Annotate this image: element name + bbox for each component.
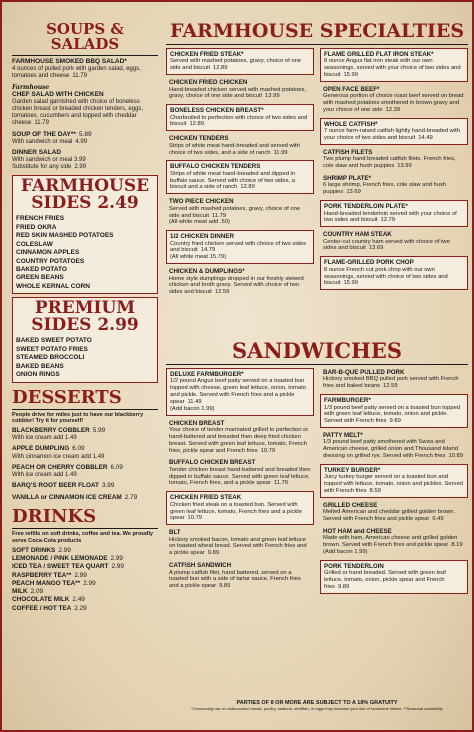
- dessert-price: 3.99: [101, 482, 115, 490]
- specialty-name: BUFFALO CHICKEN TENDERS: [170, 163, 261, 171]
- sandwich-item: [320, 431, 468, 461]
- side-item: COUNTRY POTATOES: [16, 257, 85, 265]
- dessert-item: [12, 427, 158, 443]
- specialty-desc: 7 ounce farm-raised catfish lightly hand-breaded with your choice of two sides and biscuit: [324, 128, 460, 142]
- specialty-price: 12.39: [385, 107, 401, 114]
- left-column: [12, 22, 158, 712]
- sandwich-desc: Hickory smoked BBQ pulled pork served with French fries and baked beans: [323, 376, 459, 390]
- sandwich-name: CHICKEN BREAST: [169, 419, 225, 427]
- specialties-grid: [166, 48, 468, 300]
- sandwich-desc-row: [323, 535, 465, 549]
- item-desc-row: [12, 139, 158, 146]
- sandwich-price: 10.89: [448, 453, 463, 460]
- soup-salad-item: [12, 58, 158, 81]
- drink-name: PEACH MANGO TEA**: [12, 579, 81, 587]
- premium-sides-title: PREMIUM SIDES 2.99: [31, 298, 139, 336]
- specialty-name: CATFISH FILETS: [323, 148, 373, 156]
- drink-item: [12, 605, 158, 613]
- item-name-row: [12, 91, 158, 99]
- drink-item: [12, 572, 158, 580]
- side-item: GREEN BEANS: [16, 274, 64, 282]
- specialties-left-col: [166, 48, 314, 300]
- specialty-price: 13.69: [368, 245, 384, 252]
- specialty-desc: Strips of white meat hand-breaded and served with choice of two sides, and a side of ranch: [169, 142, 300, 156]
- dessert-row: [12, 464, 158, 472]
- specialty-price: 15.99: [343, 280, 358, 287]
- drinks-note: Free refills on soft drinks, coffee and tea. We proudly serve Coca-Cola products: [12, 531, 154, 544]
- divider: [166, 364, 468, 365]
- drink-name: SOFT DRINKS: [12, 546, 56, 554]
- item-name-row: [12, 131, 158, 139]
- sandwich-item: [320, 560, 468, 594]
- side-item: WHOLE KERNAL CORN: [16, 282, 90, 290]
- dessert-addon: With cinnamon ice cream add 1.49: [12, 453, 105, 460]
- farmhouse-sides-box: [12, 175, 158, 294]
- sandwich-desc-row: [323, 376, 465, 390]
- specialty-price: 14.49: [418, 135, 433, 142]
- sandwich-price: 8.59: [369, 488, 381, 495]
- item-name-row: [12, 149, 158, 157]
- premium-sides-list: [16, 337, 154, 379]
- side-item: BAKED POTATO: [16, 266, 67, 273]
- divider: [166, 44, 468, 45]
- sandwich-desc: Your choice of tender marinated grilled to perfection or hand-battered and breaded then deep fried chicken breast. Served with green leaf lettuce, tomato, French fries, pickle spear and French fries: [169, 427, 309, 454]
- drink-price: 2.99: [111, 563, 124, 571]
- specialty-name: WHOLE CATFISH*: [324, 120, 378, 128]
- sandwich-item: [320, 527, 468, 557]
- sandwiches-title: SANDWICHES: [232, 338, 402, 363]
- specialty-item: [320, 256, 468, 290]
- desserts-note: People drive for miles just to have our blackberry cobbler! Try it for yourself!: [12, 411, 144, 425]
- drink-price: 2.99: [58, 546, 71, 554]
- sandwich-item: [166, 491, 314, 525]
- sandwiches-right-col: [320, 368, 468, 597]
- sandwich-name: HOT HAM and CHEESE: [323, 527, 392, 535]
- specialty-item: [166, 104, 314, 131]
- specialty-desc-row: [169, 276, 311, 296]
- sandwich-name: PATTY MELT*: [323, 432, 363, 440]
- divider: [12, 55, 158, 56]
- specialty-name: CHICKEN FRIED CHICKEN: [169, 79, 248, 87]
- specialty-name: COUNTRY HAM STEAK: [323, 231, 392, 239]
- right-column: [166, 22, 468, 712]
- specialty-name: CHICKEN TENDERS: [169, 135, 229, 143]
- premium-side-item: ONION RINGS: [16, 371, 60, 379]
- specialty-price: 15.99: [343, 72, 358, 79]
- specialty-item: [320, 200, 468, 227]
- dessert-item: [12, 494, 158, 502]
- specialty-price: 14.79: [200, 247, 216, 254]
- divider: [12, 528, 158, 529]
- sandwich-desc-row: [169, 427, 311, 454]
- sandwich-item: [166, 528, 314, 558]
- drink-name: COFFEE / HOT TEA: [12, 604, 72, 612]
- sandwich-price: 11.49: [187, 398, 202, 405]
- desserts-title: DESSERTS: [12, 386, 122, 408]
- drink-name: ICED TEA / SWEET TEA QUART: [12, 563, 109, 571]
- drink-item: [12, 588, 158, 596]
- item-name: CHEF SALAD WITH CHICKEN: [12, 90, 104, 98]
- specialty-desc-row: [323, 93, 465, 113]
- specialty-name: FLAME-GRILLED PORK CHOP: [324, 259, 414, 267]
- specialty-desc-row: [169, 206, 311, 220]
- specialty-item: [320, 118, 468, 145]
- sandwich-price: 9.89: [337, 583, 350, 590]
- specialty-desc-row: [324, 267, 464, 287]
- dessert-name: BARQ'S ROOT BEER FLOAT: [12, 482, 99, 490]
- divider: [12, 409, 158, 410]
- premium-side-item: STEAMED BROCCOLI: [16, 354, 85, 362]
- gratuity-note: PARTIES OF 8 OR MORE ARE SUBJECT TO A 18% GRATUITY: [236, 700, 398, 706]
- sandwich-name: BAR-B-QUE PULLED PORK: [323, 369, 405, 376]
- specialty-item: [320, 48, 468, 82]
- sandwich-desc: 1/3 pound beef patty smothered with Swiss and American cheese, grilled onion and Thousand Island dressing on grilled rye. Served with French fries: [323, 439, 458, 460]
- sandwich-item: [166, 561, 314, 591]
- sandwich-name: DELUXE FARMBURGER*: [170, 371, 244, 378]
- drink-price: 2.99: [83, 579, 96, 587]
- specialty-price: 12.89: [240, 184, 255, 191]
- sandwich-item: [320, 501, 468, 524]
- specialty-price: 13.69: [346, 189, 361, 196]
- specialty-item: [166, 160, 314, 194]
- sandwich-price: 9.89: [389, 418, 401, 425]
- specialty-item: [320, 230, 468, 253]
- dessert-name: VANILLA or CINNAMON ICE CREAM: [12, 493, 122, 501]
- specialty-item: [320, 148, 468, 171]
- specialty-desc: 6 large shrimp, French fries, cole slaw and hush puppies: [323, 182, 447, 196]
- farmhouse-sides-title: FARMHOUSE SIDES 2.49: [20, 176, 150, 214]
- dessert-row: [12, 494, 158, 502]
- specialty-price: 11.99: [273, 149, 288, 156]
- premium-side-item: SWEET POTATO FRIES: [16, 345, 88, 353]
- sandwich-price: 6.49: [432, 516, 444, 523]
- dessert-addon: With ice cream add 1.49: [12, 435, 77, 442]
- specialty-desc-row: [169, 87, 311, 101]
- sandwich-desc-row: [323, 439, 465, 459]
- item-name: SOUP OF THE DAY**: [12, 130, 76, 138]
- item-price: 11.79: [34, 120, 49, 127]
- sandwich-price: 10.79: [260, 447, 276, 454]
- specialty-desc: Generous portion of choice roast beef served on bread with mashed potatoes smothered in brown gravy and your choice of one side: [323, 93, 464, 114]
- drink-item: [12, 563, 158, 571]
- drink-price: 2.99: [110, 554, 123, 562]
- item-tag: Farmhouse: [12, 83, 50, 91]
- specialty-name: TWO PIECE CHICKEN: [169, 198, 234, 206]
- item-desc: Garden salad garnished with choice of boneless chicken breast or breaded chicken tenders, eggs, tomatoes, cucumbers and topped with cheddar cheese: [12, 98, 144, 127]
- sandwich-desc: Melted American and cheddar grilled golden brown. Served with French fries and pickle spear: [323, 509, 456, 523]
- specialty-price: 12.59: [214, 289, 230, 296]
- item-price: 2.99: [74, 164, 87, 171]
- specialty-price: 12.89: [189, 121, 204, 128]
- soups-salads-list: [12, 58, 158, 171]
- dessert-price: 2.79: [124, 493, 138, 501]
- specialty-name: PORK TENDERLOIN PLATE*: [324, 203, 408, 211]
- specialty-item: [320, 174, 468, 197]
- sandwich-price: 8.19: [451, 542, 463, 549]
- desserts-list: [12, 427, 158, 502]
- specialties-right-col: [320, 48, 468, 300]
- sandwich-desc-row: [323, 509, 465, 523]
- footer: [166, 700, 468, 711]
- specialty-price: 11.79: [211, 212, 227, 219]
- sandwich-desc: Grilled or hand breaded. Served with green leaf lettuce, tomato, onion, pickle spear and French fries: [324, 570, 446, 590]
- specialty-desc: Two plump hand breaded catfish filets, French fries, cole slaw and hush puppies: [323, 156, 456, 170]
- specialty-desc: 8 ounce Angus flat iron steak with our own seasonings, served with your choice of two sides and biscuit: [324, 58, 461, 79]
- sandwich-desc-row: [324, 474, 464, 494]
- specialty-desc: Hand-breaded tenderloin served with your choice of two sides and biscuit: [324, 210, 457, 224]
- specialty-item: [166, 134, 314, 157]
- sandwich-item: [320, 368, 468, 391]
- item-desc-row: [12, 164, 158, 171]
- specialty-item: [166, 197, 314, 227]
- sandwich-item: [166, 458, 314, 488]
- sandwich-item: [320, 394, 468, 428]
- drink-name: RASPBERRY TEA**: [12, 571, 72, 579]
- specialty-name: CHICKEN & DUMPLINGS*: [169, 268, 245, 276]
- sandwich-addon: (Add bacon 1.99): [170, 405, 215, 412]
- drinks-title: DRINKS: [12, 506, 97, 528]
- specialty-addon: (All white meat add .50): [169, 219, 230, 226]
- sandwich-price: 9.89: [207, 550, 220, 557]
- dessert-item: [12, 464, 158, 480]
- specialty-name: BONELESS CHICKEN BREAST*: [170, 107, 264, 115]
- sandwich-item: [166, 368, 314, 416]
- specialty-item: [166, 78, 314, 101]
- dessert-price: 6.09: [72, 445, 85, 453]
- side-item: FRIED OKRA: [16, 223, 57, 231]
- drink-item: [12, 555, 158, 563]
- sandwich-desc: Made with ham, American cheese and grilled golden brown. Served with French fries and pickle spear: [323, 535, 458, 549]
- premium-side-item: BAKED BEANS: [16, 362, 64, 370]
- item-desc-row: [12, 157, 158, 164]
- soup-salad-item: [12, 84, 158, 128]
- drink-item: [12, 547, 158, 555]
- sandwich-name: GRILLED CHEESE: [323, 501, 378, 509]
- sandwiches-grid: [166, 368, 468, 597]
- sandwich-desc-row: [170, 502, 310, 522]
- side-item: CINNAMON APPLES: [16, 249, 80, 257]
- sandwich-desc: Chicken fried steak on a toasted bun. Served with green leaf lettuce, tomato, French fries and a pickle spear: [170, 501, 302, 522]
- item-desc: With sandwich or meal 3.99: [12, 157, 86, 163]
- specialty-desc-row: [170, 171, 310, 191]
- dessert-name: BLACKBERRY COBBLER: [12, 426, 90, 434]
- sandwich-desc: 1/3 pound beef patty served on a toasted bun topped with green leaf lettuce, tomato, onion and pickle. Served with French fries: [324, 404, 461, 425]
- sandwich-addon: (Add bacon 1.99): [323, 549, 368, 556]
- sandwich-name: CATFISH SANDWICH: [169, 562, 232, 570]
- premium-side-item: BAKED SWEET POTATO: [16, 337, 92, 345]
- sandwich-name: BUFFALO CHICKEN BREAST: [169, 459, 256, 467]
- drink-price: 2.09: [30, 588, 44, 596]
- item-name: FARMHOUSE SMOKED BBQ SALAD*: [12, 58, 127, 65]
- sandwich-item: [320, 464, 468, 498]
- item-price: 11.79: [72, 73, 87, 80]
- dessert-row: [12, 427, 158, 435]
- specialty-desc-row: [323, 239, 465, 253]
- specialty-desc: Served with mashed potatoes, gravy, choice of one side and biscuit: [170, 58, 302, 72]
- specialty-price: 13.99: [265, 93, 280, 100]
- specialty-desc-row: [324, 58, 464, 78]
- specialty-item: [320, 85, 468, 115]
- sandwiches-left-col: [166, 368, 314, 597]
- dessert-price: 5.99: [92, 426, 106, 434]
- dessert-addon: With ice cream add 1.49: [12, 472, 77, 479]
- specialty-item: [166, 48, 314, 75]
- specialty-desc-row: [323, 156, 465, 170]
- drink-name: LEMONADE / PINK LEMONADE: [12, 554, 108, 562]
- specialty-desc: 8 ounce French cut pork chop with our own seasonings, served with choice of two sides and biscuit: [324, 266, 448, 287]
- sandwich-desc-row: [170, 378, 310, 405]
- specialty-name: CHICKEN FRIED STEAK*: [170, 51, 244, 58]
- specialty-name: FLAME GRILLED FLAT IRON STEAK*: [324, 51, 434, 58]
- sandwich-desc-row: [169, 537, 311, 557]
- specialty-desc-row: [324, 211, 464, 225]
- specialty-desc: Center-cut country ham served with choice of two sides and biscuit: [323, 238, 450, 252]
- dessert-item: [12, 482, 158, 490]
- specialty-desc-row: [170, 115, 310, 129]
- specialty-item: [166, 267, 314, 297]
- drink-price: 2.99: [74, 571, 87, 579]
- side-item: RED SKIN MASHED POTATOES: [16, 232, 114, 240]
- specialty-desc: Charbroiled to perfection with choice of two sides and biscuit: [170, 114, 308, 128]
- sandwich-desc: 1/2 pound Angus beef patty served on a toasted bun topped with cheese, green leaf lettuce, onion, tomato and pickle. Served with French fries and a pickle spear: [170, 378, 306, 405]
- sandwich-item: [166, 419, 314, 456]
- sandwich-desc: A plump catfish filet, hand battered, served on a toasted bun with a side of tartar sauce, French fries and a pickle spear: [169, 569, 301, 590]
- soup-salad-item: [12, 131, 158, 146]
- farmhouse-specialties-title: FARMHOUSE SPECIALTIES: [169, 20, 465, 42]
- drinks-list: [12, 547, 158, 614]
- specialty-desc-row: [323, 182, 465, 196]
- specialty-desc-row: [324, 128, 464, 142]
- sandwich-desc: Tender chicken breast hand-battered and breaded then dipped in buffalo sauce. Served with green leaf lettuce, tomato, French fries, and a pickle spear: [169, 466, 311, 487]
- sandwich-desc-row: [169, 467, 311, 487]
- specialty-desc-row: [170, 241, 310, 255]
- specialty-desc: Served with mashed potatoes, gravy, choice of one side and biscuit: [169, 205, 301, 219]
- specialty-price: 12.89: [212, 65, 228, 72]
- sandwich-name: BLT: [169, 529, 181, 537]
- sandwich-desc-row: [324, 570, 464, 590]
- sandwich-desc-row: [169, 570, 311, 590]
- item-name: DINNER SALAD: [12, 148, 62, 156]
- drink-item: [12, 580, 158, 588]
- item-desc-row: [12, 99, 158, 128]
- sides-list: [16, 215, 154, 291]
- item-name-row: [12, 58, 158, 66]
- drink-name: MILK: [12, 588, 28, 596]
- sandwich-price: 12.59: [383, 383, 398, 390]
- dessert-row: [12, 445, 158, 453]
- sandwich-price: 11.79: [273, 480, 288, 487]
- soup-salad-item: [12, 149, 158, 172]
- soups-salads-title: SOUPS & SALADS: [46, 20, 124, 53]
- sandwich-name: PORK TENDERLOIN: [324, 562, 384, 570]
- specialty-name: OPEN FACE BEEF*: [323, 85, 380, 93]
- sandwich-desc: Hickory smoked bacon, tomato and green leaf lettuce on toasted wheat bread. Served with French fries and a pickle spear: [169, 536, 307, 557]
- item-desc: 4 ounces of pulled pork with garden salad, eggs, tomatoes and cheese: [12, 66, 141, 80]
- drink-price: 2.29: [74, 604, 87, 612]
- item-desc: Substitute for any side: [12, 164, 72, 171]
- dessert-price: 6.09: [110, 463, 123, 471]
- side-item: FRENCH FRIES: [16, 215, 65, 223]
- item-desc: With sandwich or meal: [12, 138, 73, 145]
- item-price: 4.99: [75, 138, 88, 145]
- specialty-desc: Home style dumplings dropped in our freshly stewed chicken and broth gravy. Served with choice of two sides and biscuit: [169, 275, 304, 296]
- sandwich-price: 10.79: [187, 515, 203, 522]
- drink-item: [12, 596, 158, 604]
- sandwich-desc-row: [324, 405, 464, 425]
- specialty-name: 1/2 CHICKEN DINNER: [170, 233, 234, 241]
- specialty-item: [166, 230, 314, 264]
- dessert-row: [12, 482, 158, 490]
- drink-name: CHOCOLATE MILK: [12, 596, 70, 604]
- dessert-name: APPLE DUMPLING: [12, 445, 70, 453]
- sandwich-name: FARMBURGER*: [324, 397, 371, 405]
- side-item: COLESLAW: [16, 240, 53, 248]
- dessert-name: PEACH OR CHERRY COBBLER: [12, 463, 108, 471]
- dessert-item: [12, 445, 158, 461]
- drink-price: 2.49: [72, 596, 85, 604]
- specialty-name: SHRIMP PLATE*: [323, 175, 371, 183]
- specialty-desc: Strips of white meat hand-breaded and dipped in buffalo sauce. Served with choice of two sides, a biscuit and a side of ranch: [170, 170, 296, 191]
- sandwich-price: 9.89: [219, 583, 231, 590]
- sandwich-desc: Juicy turkey burger served on a toasted bun and topped with lettuce, tomato, onion and pickles. Served with French fries: [324, 474, 463, 495]
- specialty-desc-row: [170, 58, 310, 72]
- specialty-desc: Country fried chicken served with choice of two sides and biscuit: [170, 240, 306, 254]
- specialty-addon: (All white meat 15.79): [170, 254, 227, 261]
- item-price: 5.89: [78, 130, 92, 138]
- specialty-price: 12.79: [380, 217, 396, 224]
- specialty-desc-row: [169, 143, 311, 157]
- sandwich-name: CHICKEN FRIED STEAK: [170, 494, 242, 502]
- consumption-disclaimer: *Consuming raw or undercooked meats, poultry, seafood, shellfish, or eggs may increase your risk of foodborne illness. **Seasonal availability: [191, 706, 443, 711]
- premium-sides-box: [12, 297, 158, 382]
- specialty-desc: Hand-breaded chicken served with mashed potatoes, gravy, choice of one side and biscuit: [169, 86, 306, 100]
- specialty-price: 13.99: [397, 163, 412, 170]
- item-desc-row: [12, 66, 158, 80]
- sandwich-name: TURKEY BURGER*: [324, 466, 381, 474]
